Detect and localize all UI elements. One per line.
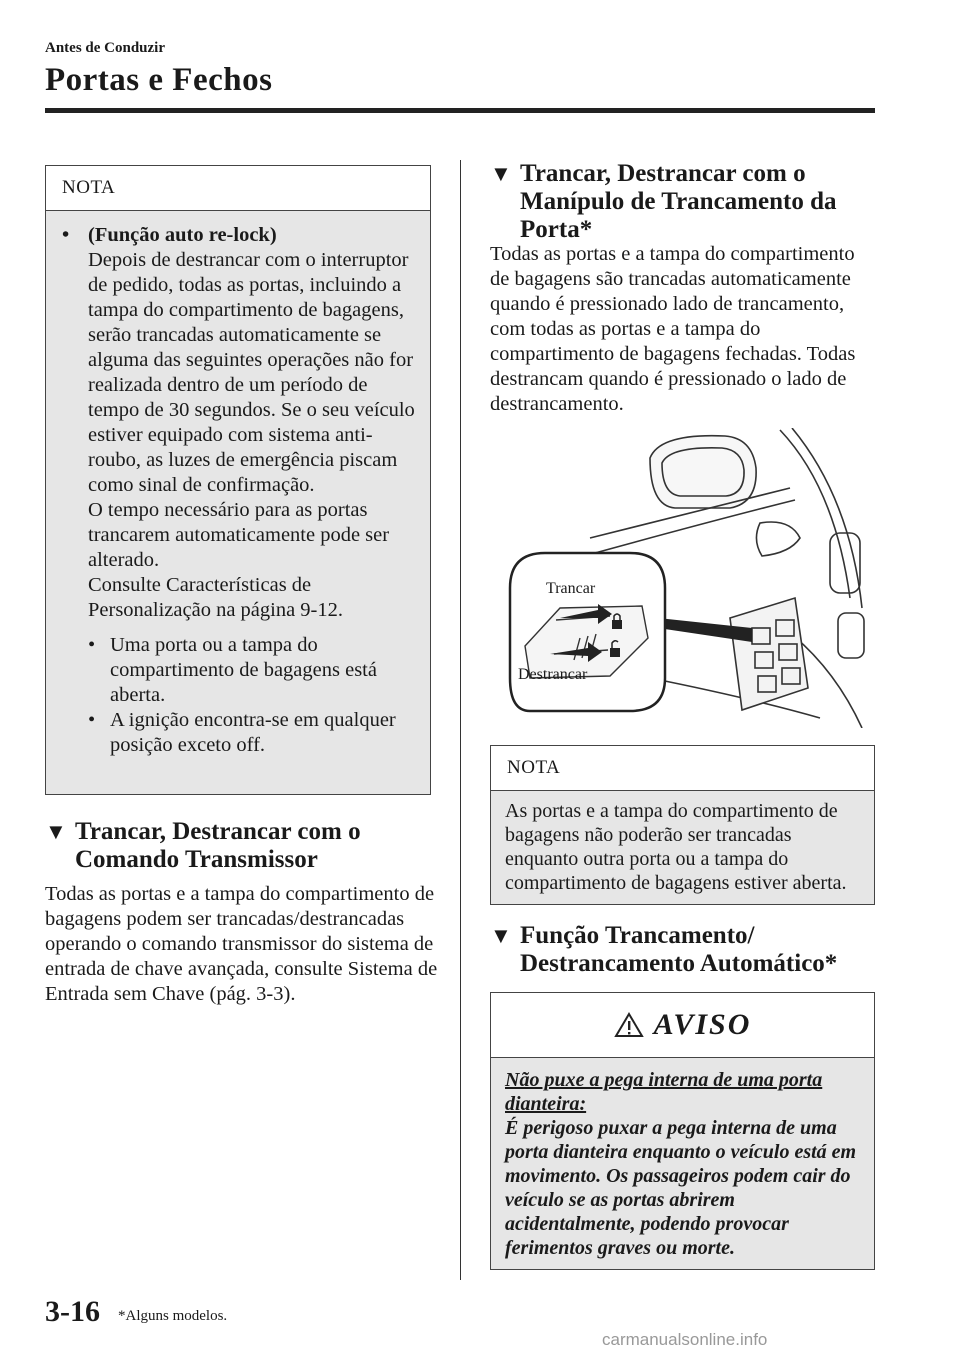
triangle-marker-icon: ▼ [490,161,512,186]
title-rule [45,108,875,113]
note-label: NOTA [46,166,430,211]
footnote: *Alguns modelos. [118,1308,228,1324]
warning-title: AVISO [653,1008,752,1041]
section-heading-door-lock-switch: ▼ Trancar, Destrancar com o Manípulo de Trancamento da Porta* [490,160,837,243]
section-label: Antes de Conduzir [45,40,166,56]
door-lock-switch-illustration [490,428,875,728]
warning-box [490,992,875,1270]
bullet-icon: • [62,224,70,246]
note-body: As portas e a tampa do compartimento de bagagens não poderão ser trancadas enquanto outra porta ou a tampa do compartimento de bagagens estiver aberta. [505,800,847,894]
note-box-auto-relock [45,165,431,795]
figure-label-lock: Trancar [546,580,596,597]
page-number: 3-16 [45,1295,100,1328]
note-lead-body-2: O tempo necessário para as portas trancarem automaticamente pode ser alterado. [88,499,390,571]
column-divider [460,160,461,1280]
note-lead-item [62,223,416,623]
warning-header [491,993,874,1058]
watermark: carmanualsonline.info [602,1330,768,1349]
list-item: • Uma porta ou a tampa do compartimento de bagagens está aberta. [88,634,377,706]
page-title: Portas e Fechos [45,62,273,98]
warning-body: É perigoso puxar a pega interna de uma porta dianteira enquanto o veículo está em movimento. Os passageiros podem cair do veículo se as portas abrirem acidentalmente, podendo provocar ferimentos graves ou morte. [505,1117,857,1259]
warning-triangle-icon [614,1012,644,1038]
list-item: • A ignição encontra-se em qualquer posição exceto off. [88,709,396,756]
note-label: NOTA [491,746,874,791]
triangle-marker-icon: ▼ [490,923,512,948]
section-body-door-lock-switch: Todas as portas e a tampa do compartimento de bagagens são trancadas automaticamente quando é pressionado lado de trancamento, com todas as portas e a tampa do compartimento de bagagens fechadas. Todas destrancam quando é pressionado o lado de destrancamento. [490,243,856,415]
note-conditions-list [62,633,416,758]
note-lead-title: (Função auto re-lock) [88,224,277,246]
note-box-doors-open [490,745,875,905]
section-heading-auto-lock: ▼ Função Trancamento/ Destrancamento Automático* [490,922,838,977]
section-body-transmitter: Todas as portas e a tampa do compartimento de bagagens podem ser trancadas/destrancadas operando o comando transmissor do sistema de entrada de chave avançada, consulte Sistema de Entrada sem Chave (pág. 3-3). [45,883,438,1005]
warning-subtitle: Não puxe a pega interna de uma porta dianteira: [505,1069,823,1115]
triangle-marker-icon: ▼ [45,819,67,844]
note-lead-body: Depois de destrancar com o interruptor de pedido, todas as portas, incluindo a tampa do compartimento de bagagens, serão trancadas automaticamente se alguma das seguintes operações não for realizada dentro de um período de tempo de 30 segundos. Se o seu veículo estiver equipado com sistema anti-roubo, as luzes de emergência piscam como sinal de confirmação. [88,249,415,496]
figure-label-unlock: Destrancar [518,666,588,683]
section-heading-transmitter: ▼ Trancar, Destrancar com o Comando Transmissor [45,818,361,873]
note-lead-body-3: Consulte Características de Personalização na página 9-12. [88,574,344,621]
